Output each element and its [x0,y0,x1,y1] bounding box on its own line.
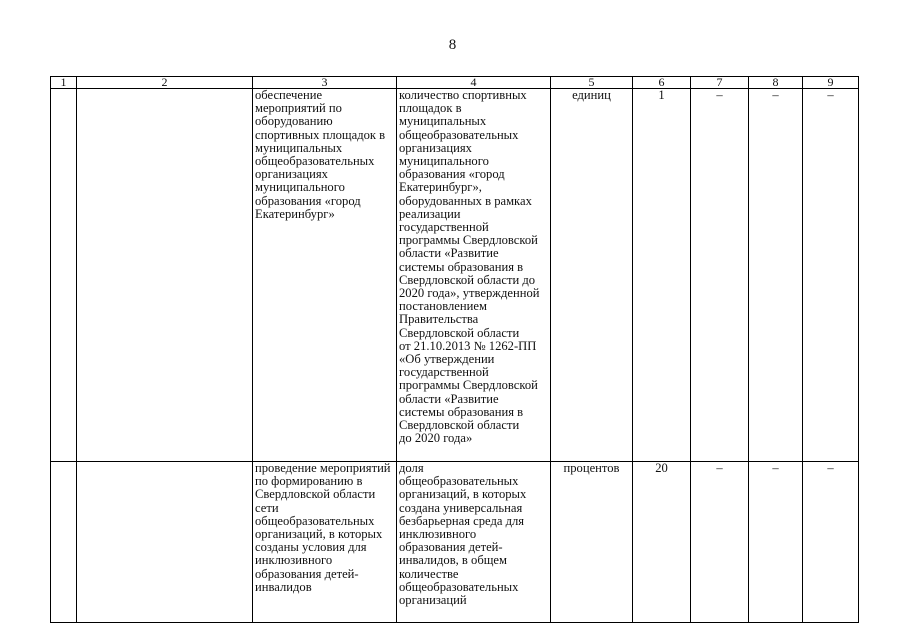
table-cell [51,462,77,623]
value-cell: – [803,462,859,623]
column-header: 9 [803,77,859,89]
table-row [51,462,859,623]
table-cell [77,462,253,623]
unit-cell: процентов [551,462,633,623]
indicators-table [50,76,859,623]
column-header: 6 [633,77,691,89]
indicator-cell: количество спортивных площадок в муниципальных общеобразовательных организациях муниципального образования «город Екатеринбург», оборудованных в рамках реализации государственной программы Свердловской области «Развитие системы образования в Свердловской области до 2020 года», утвержденной постановлением Правительства Свердловской области от 21.10.2013 № 1262-ПП «Об утверждении государственной программы Свердловской области «Развитие системы образования в Свердловской области до 2020 года» [397,89,551,462]
value-cell: – [691,89,749,462]
table-cell [77,89,253,462]
value-cell: – [749,462,803,623]
page-number: 8 [448,37,457,53]
column-header: 3 [253,77,397,89]
value-cell: – [691,462,749,623]
table-cell [51,89,77,462]
column-header: 1 [51,77,77,89]
indicator-cell: доля общеобразовательных организаций, в которых создана универсальная безбарьерная среда для инклюзивного образования детей- инвалидов, в общем количестве общеобразовательных организаций [397,462,551,623]
column-number-header-row [51,77,859,89]
activity-cell: обеспечение мероприятий по оборудованию спортивных площадок в муниципальных общеобразовательных организациях муниципального образования «город Екатеринбург» [253,89,397,462]
column-header: 7 [691,77,749,89]
value-cell: – [803,89,859,462]
value-cell: – [749,89,803,462]
column-header: 4 [397,77,551,89]
value-cell: 1 [633,89,691,462]
activity-cell: проведение мероприятий по формированию в Свердловской области сети общеобразовательных организаций, в которых созданы условия для инклюзивного образования детей- инвалидов [253,462,397,623]
value-cell: 20 [633,462,691,623]
column-header: 8 [749,77,803,89]
table-row [51,89,859,462]
column-header: 2 [77,77,253,89]
column-header: 5 [551,77,633,89]
unit-cell: единиц [551,89,633,462]
